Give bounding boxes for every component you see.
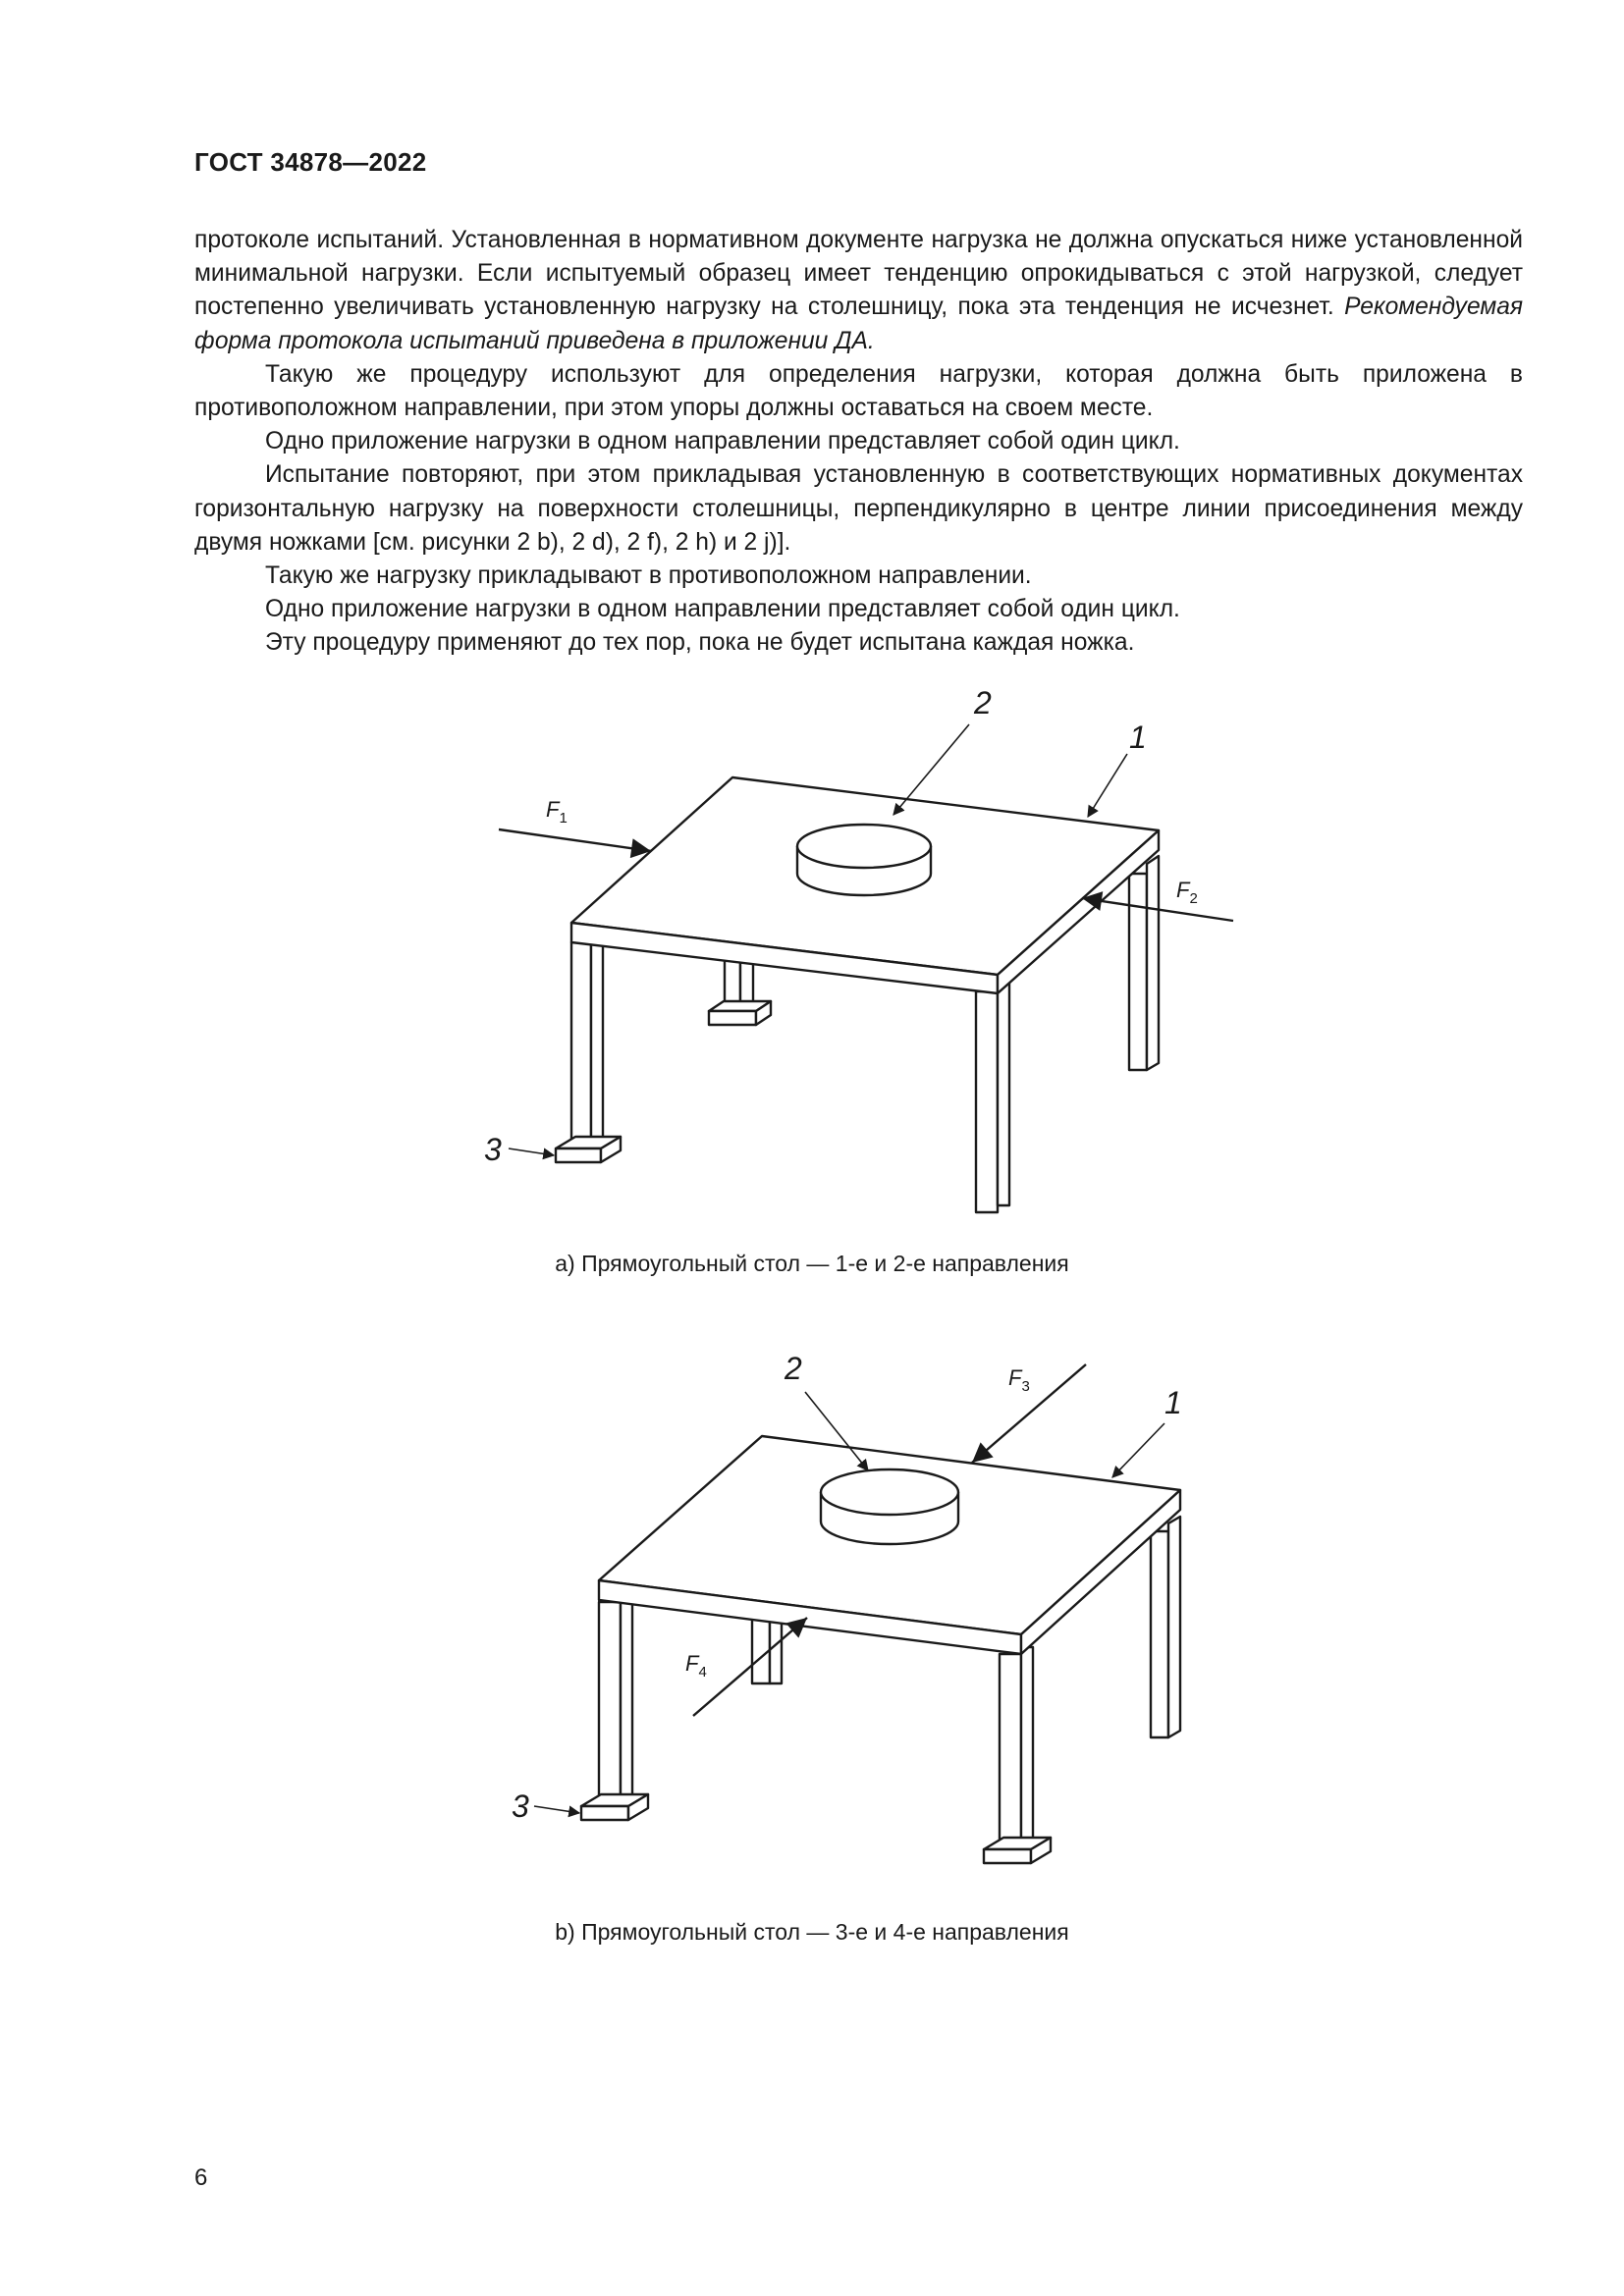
paragraph-5: Такую же нагрузку прикладывают в противоположном направлении. <box>265 562 1032 590</box>
label-1-a: 1 <box>1129 720 1147 755</box>
paragraph-2: Такую же процедуру используют для определения нагрузки, которая должна быть приложена в противоположном направлении, при этом упоры должны оставаться на своем месте. <box>194 360 1523 422</box>
label-2-b: 2 <box>785 1351 802 1386</box>
body-text <box>194 224 1523 661</box>
paragraph-1-line-4: тенденция не исчезнет. <box>1064 294 1345 321</box>
paragraph-6: Одно приложение нагрузки в одном направлении представляет собой один цикл. <box>265 596 1180 623</box>
paragraph-1-line-3: с этой нагрузкой, следует постепенно увеличивать установленную нагрузку на столешницу, пока эта <box>194 260 1523 321</box>
figure-b <box>0 1335 1624 1963</box>
table-b-leg-back-right <box>1151 1517 1180 1737</box>
table-a-leg-front-right <box>976 982 1009 1212</box>
figure-b-caption: b) Прямоугольный стол — 3-е и 4-е направления <box>555 1919 1069 1945</box>
paragraph-1-line-2: установленной минимальной нагрузки. Если испытуемый образец имеет тенденцию опрокидываться <box>194 227 1523 288</box>
force-f1-label: $F_1$ <box>546 797 568 827</box>
paragraph-1-italic-note: Рекомендуемая форма протокола испытаний приведена в приложении ДА. <box>194 294 1524 354</box>
table-b-leg-front-left <box>581 1602 648 1820</box>
table-a-weight <box>797 825 931 895</box>
leader-1-b <box>1112 1423 1164 1477</box>
table-b-weight <box>821 1469 958 1544</box>
label-2-a: 2 <box>974 685 992 721</box>
figure-a <box>0 667 1624 1296</box>
force-f4-arrow <box>693 1618 807 1716</box>
table-b-leg-back-left <box>752 1618 782 1683</box>
label-1-b: 1 <box>1164 1385 1182 1420</box>
paragraph-4: Испытание повторяют, при этом прикладывая установленную в соответствующих нормативных документах горизонтальную нагрузку на поверхности столешницы, перпендикулярно в центре линии присоединения между двумя ножками [см. рисунки 2 b), 2 d), 2 f), 2 h) и 2 j)]. <box>194 461 1523 556</box>
label-3-a: 3 <box>484 1132 502 1167</box>
document-header: ГОСТ 34878—2022 <box>194 147 427 177</box>
page-number: 6 <box>194 2164 208 2191</box>
figure-a-caption: a) Прямоугольный стол — 1-е и 2-е направления <box>555 1251 1069 1276</box>
table-a-leg-back-right <box>1129 856 1159 1070</box>
label-3-b: 3 <box>512 1789 529 1824</box>
figure-b-drawing <box>0 1335 1624 1963</box>
force-f4-label: $F_4$ <box>685 1651 707 1681</box>
leader-1-a <box>1088 754 1127 817</box>
figure-a-drawing <box>0 667 1624 1296</box>
force-f1-arrow <box>499 829 651 851</box>
leader-3-a <box>509 1148 554 1155</box>
force-f2-label: $F_2$ <box>1176 878 1198 907</box>
paragraph-1-line-1: протоколе испытаний. Установленная в нормативном документе нагрузка не должна опускаться ниже <box>194 227 1348 253</box>
force-f3-label: $F_3$ <box>1008 1365 1030 1395</box>
paragraph-1 <box>194 224 1523 358</box>
paragraph-7: Эту процедуру применяют до тех пор, пока не будет испытана каждая ножка. <box>265 629 1135 657</box>
table-a-leg-front-left <box>556 942 621 1162</box>
leader-3-b <box>534 1806 579 1813</box>
table-a-leg-back-left <box>709 957 771 1025</box>
paragraph-3: Одно приложение нагрузки в одном направлении представляет собой один цикл. <box>265 428 1180 455</box>
table-b-leg-front-right <box>984 1647 1051 1863</box>
